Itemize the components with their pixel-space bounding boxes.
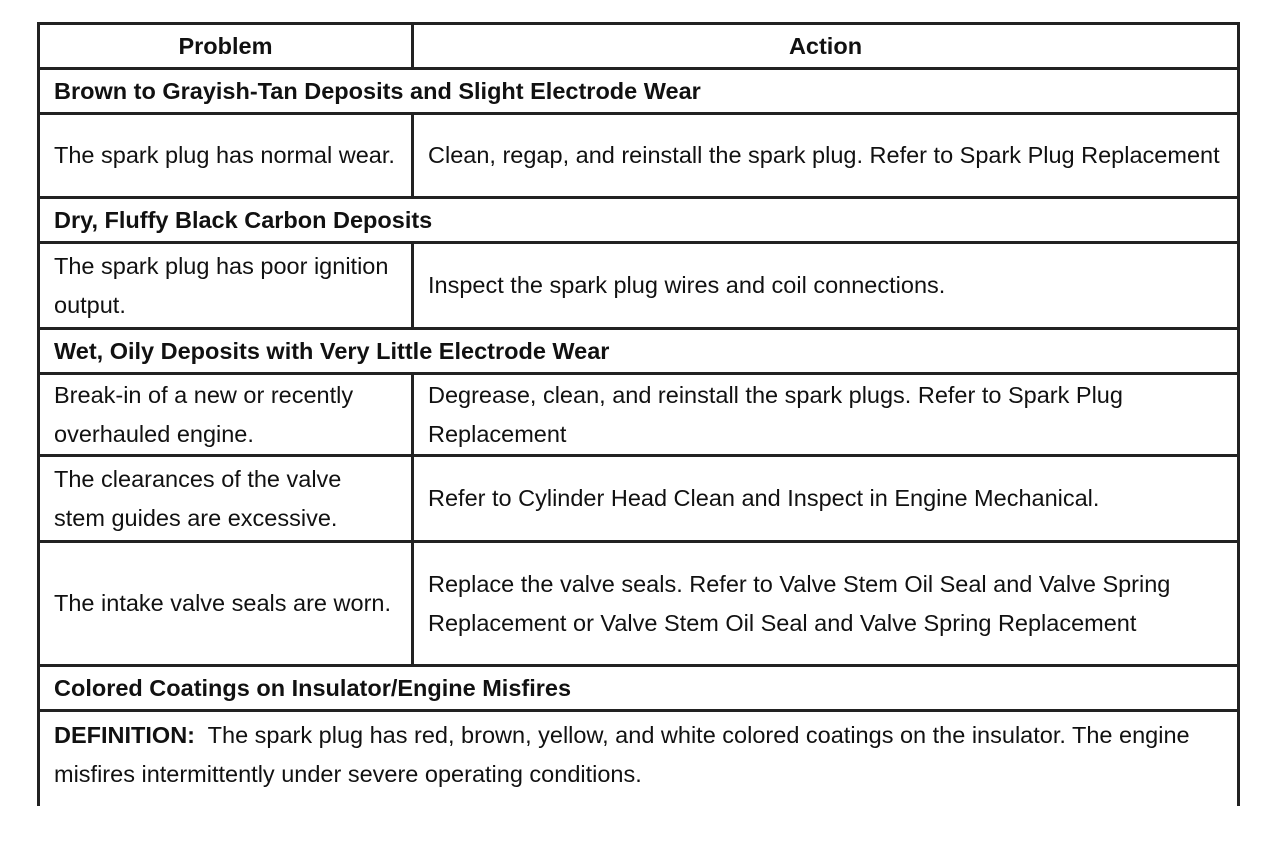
table-row: [39, 542, 1239, 666]
spark-plug-diagnosis-table: [37, 22, 1240, 806]
problem-cell: The spark plug has normal wear.: [39, 114, 413, 198]
troubleshooting-table-frame: [37, 22, 1240, 840]
definition-label: DEFINITION:: [54, 722, 195, 748]
action-column-header: Action: [413, 24, 1239, 69]
table-row: [39, 374, 1239, 456]
problem-column-header: Problem: [39, 24, 413, 69]
action-cell: Refer to Cylinder Head Clean and Inspect in Engine Mechanical.: [413, 456, 1239, 542]
problem-cell: The clearances of the valve stem guides are excessive.: [39, 456, 413, 542]
section-title: Wet, Oily Deposits with Very Little Electrode Wear: [39, 329, 1239, 374]
table-header-row: [39, 24, 1239, 69]
section-title: Brown to Grayish-Tan Deposits and Slight Electrode Wear: [39, 69, 1239, 114]
section-title: Dry, Fluffy Black Carbon Deposits: [39, 198, 1239, 243]
action-cell: Degrease, clean, and reinstall the spark plugs. Refer to Spark Plug Replacement: [413, 374, 1239, 456]
definition-row: [39, 711, 1239, 807]
problem-cell: The spark plug has poor ignition output.: [39, 243, 413, 329]
section-row: [39, 198, 1239, 243]
action-cell: Inspect the spark plug wires and coil connections.: [413, 243, 1239, 329]
action-cell: Clean, regap, and reinstall the spark plug. Refer to Spark Plug Replacement: [413, 114, 1239, 198]
table-row: [39, 114, 1239, 198]
section-row: [39, 666, 1239, 711]
definition-text: The spark plug has red, brown, yellow, and white colored coatings on the insulator. The engine misfires intermittently under severe operating conditions.: [54, 722, 1190, 787]
section-title: Colored Coatings on Insulator/Engine Misfires: [39, 666, 1239, 711]
section-row: [39, 329, 1239, 374]
action-cell: Replace the valve seals. Refer to Valve Stem Oil Seal and Valve Spring Replacement or Valve Stem Oil Seal and Valve Spring Replacement: [413, 542, 1239, 666]
table-row: [39, 243, 1239, 329]
table-row: [39, 456, 1239, 542]
problem-cell: The intake valve seals are worn.: [39, 542, 413, 666]
definition-cell: [39, 711, 1239, 807]
problem-cell: Break-in of a new or recently overhauled engine.: [39, 374, 413, 456]
section-row: [39, 69, 1239, 114]
